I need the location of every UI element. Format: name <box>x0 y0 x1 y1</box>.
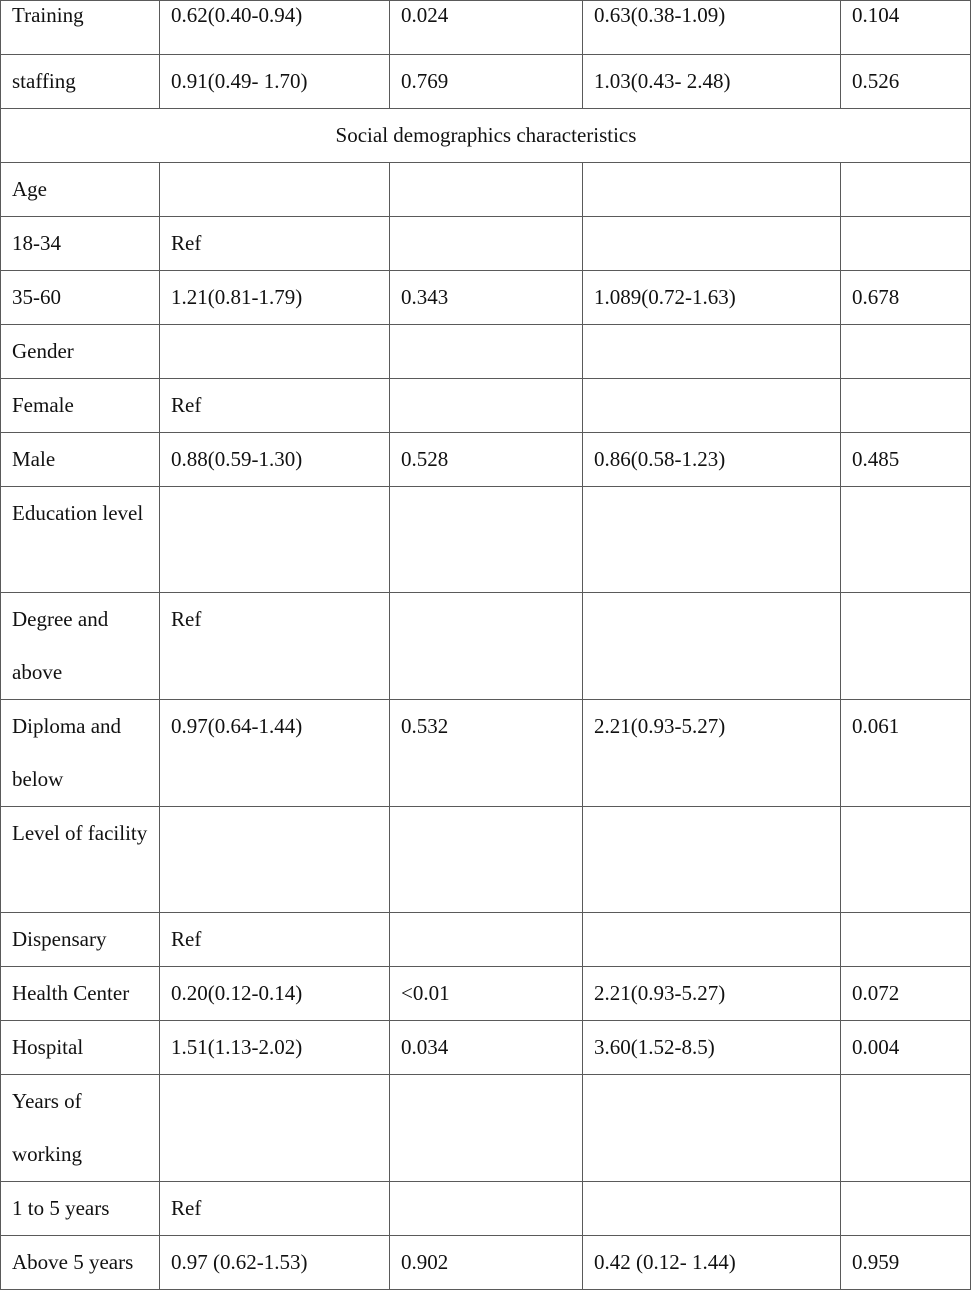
section-row <box>1 109 971 163</box>
crude-p-value: 0.024 <box>390 1 583 55</box>
section-title: Social demographics characteristics <box>1 109 971 163</box>
crude-odds-ratio: 1.21(0.81-1.79) <box>160 271 390 325</box>
table-row <box>1 593 971 700</box>
adjusted-p-value: 0.104 <box>841 1 971 55</box>
adjusted-p-value <box>841 487 971 593</box>
adjusted-odds-ratio: 3.60(1.52-8.5) <box>583 1021 841 1075</box>
crude-odds-ratio <box>160 487 390 593</box>
table-row <box>1 271 971 325</box>
crude-odds-ratio: Ref <box>160 593 390 700</box>
adjusted-odds-ratio: 2.21(0.93-5.27) <box>583 967 841 1021</box>
row-label: 18-34 <box>1 217 160 271</box>
row-label: Above 5 years <box>1 1236 160 1290</box>
crude-p-value: 0.532 <box>390 700 583 807</box>
crude-p-value: 0.528 <box>390 433 583 487</box>
table-row <box>1 433 971 487</box>
row-label: Degree and above <box>1 593 160 700</box>
crude-p-value: 0.902 <box>390 1236 583 1290</box>
row-label: Level of facility <box>1 807 160 913</box>
crude-odds-ratio: Ref <box>160 913 390 967</box>
adjusted-p-value <box>841 1075 971 1182</box>
crude-p-value <box>390 325 583 379</box>
row-label: Hospital <box>1 1021 160 1075</box>
crude-p-value <box>390 593 583 700</box>
adjusted-p-value <box>841 325 971 379</box>
crude-p-value <box>390 1075 583 1182</box>
row-label: 35-60 <box>1 271 160 325</box>
crude-odds-ratio: 0.62(0.40-0.94) <box>160 1 390 55</box>
adjusted-odds-ratio <box>583 807 841 913</box>
table-row <box>1 379 971 433</box>
table-row <box>1 1236 971 1290</box>
crude-odds-ratio: 0.97(0.64-1.44) <box>160 700 390 807</box>
crude-p-value <box>390 379 583 433</box>
table-row <box>1 487 971 593</box>
adjusted-odds-ratio: 1.03(0.43- 2.48) <box>583 55 841 109</box>
adjusted-p-value: 0.004 <box>841 1021 971 1075</box>
crude-p-value <box>390 913 583 967</box>
adjusted-odds-ratio <box>583 913 841 967</box>
crude-p-value: 0.034 <box>390 1021 583 1075</box>
adjusted-odds-ratio <box>583 593 841 700</box>
crude-odds-ratio <box>160 163 390 217</box>
row-label: Training <box>1 1 160 55</box>
adjusted-odds-ratio <box>583 379 841 433</box>
row-label: Years of working <box>1 1075 160 1182</box>
adjusted-p-value: 0.485 <box>841 433 971 487</box>
adjusted-p-value <box>841 1182 971 1236</box>
adjusted-odds-ratio: 0.63(0.38-1.09) <box>583 1 841 55</box>
adjusted-odds-ratio <box>583 1075 841 1182</box>
row-label: 1 to 5 years <box>1 1182 160 1236</box>
crude-odds-ratio: Ref <box>160 1182 390 1236</box>
table-row <box>1 913 971 967</box>
row-label: Dispensary <box>1 913 160 967</box>
crude-p-value <box>390 217 583 271</box>
adjusted-odds-ratio <box>583 1182 841 1236</box>
adjusted-odds-ratio: 2.21(0.93-5.27) <box>583 700 841 807</box>
table-row <box>1 163 971 217</box>
row-label: Female <box>1 379 160 433</box>
table-row <box>1 1075 971 1182</box>
row-label: Age <box>1 163 160 217</box>
table-row <box>1 1021 971 1075</box>
row-label: Education level <box>1 487 160 593</box>
adjusted-p-value: 0.061 <box>841 700 971 807</box>
row-label: Diploma and below <box>1 700 160 807</box>
adjusted-p-value <box>841 913 971 967</box>
table-row <box>1 807 971 913</box>
adjusted-odds-ratio <box>583 217 841 271</box>
row-label: staffing <box>1 55 160 109</box>
crude-odds-ratio: 0.20(0.12-0.14) <box>160 967 390 1021</box>
crude-odds-ratio: Ref <box>160 217 390 271</box>
results-table-body <box>1 1 971 1290</box>
adjusted-p-value <box>841 807 971 913</box>
crude-p-value <box>390 1182 583 1236</box>
adjusted-p-value <box>841 163 971 217</box>
adjusted-p-value <box>841 379 971 433</box>
adjusted-odds-ratio: 0.86(0.58-1.23) <box>583 433 841 487</box>
adjusted-p-value: 0.959 <box>841 1236 971 1290</box>
table-row <box>1 1 971 55</box>
crude-p-value: 0.343 <box>390 271 583 325</box>
crude-odds-ratio: 0.91(0.49- 1.70) <box>160 55 390 109</box>
crude-odds-ratio: 0.88(0.59-1.30) <box>160 433 390 487</box>
row-label: Health Center <box>1 967 160 1021</box>
crude-odds-ratio <box>160 325 390 379</box>
crude-p-value: 0.769 <box>390 55 583 109</box>
adjusted-odds-ratio <box>583 487 841 593</box>
adjusted-p-value: 0.678 <box>841 271 971 325</box>
adjusted-odds-ratio <box>583 163 841 217</box>
adjusted-odds-ratio <box>583 325 841 379</box>
adjusted-p-value <box>841 593 971 700</box>
table-row <box>1 55 971 109</box>
row-label: Male <box>1 433 160 487</box>
adjusted-odds-ratio: 0.42 (0.12- 1.44) <box>583 1236 841 1290</box>
crude-p-value <box>390 807 583 913</box>
crude-p-value <box>390 163 583 217</box>
row-label: Gender <box>1 325 160 379</box>
crude-odds-ratio: 0.97 (0.62-1.53) <box>160 1236 390 1290</box>
table-row <box>1 1182 971 1236</box>
crude-p-value: <0.01 <box>390 967 583 1021</box>
crude-p-value <box>390 487 583 593</box>
crude-odds-ratio: 1.51(1.13-2.02) <box>160 1021 390 1075</box>
table-row <box>1 325 971 379</box>
adjusted-odds-ratio: 1.089(0.72-1.63) <box>583 271 841 325</box>
adjusted-p-value <box>841 217 971 271</box>
table-row <box>1 700 971 807</box>
table-row <box>1 217 971 271</box>
crude-odds-ratio <box>160 1075 390 1182</box>
table-row <box>1 967 971 1021</box>
crude-odds-ratio: Ref <box>160 379 390 433</box>
adjusted-p-value: 0.526 <box>841 55 971 109</box>
crude-odds-ratio <box>160 807 390 913</box>
adjusted-p-value: 0.072 <box>841 967 971 1021</box>
